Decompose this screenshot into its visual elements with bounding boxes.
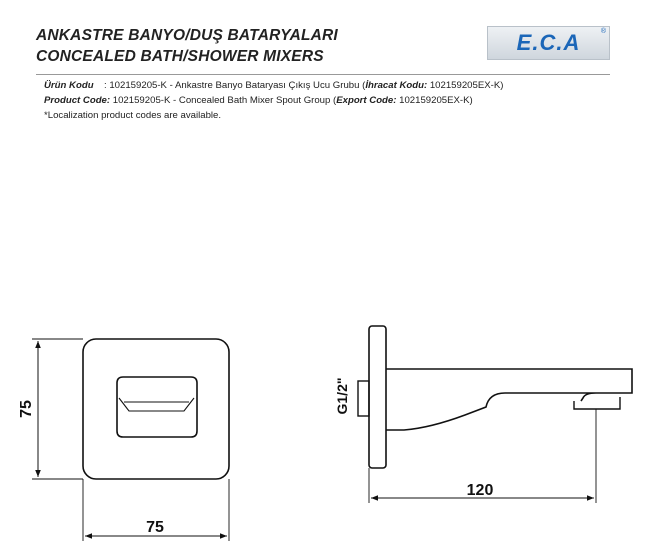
product-code-tr-label: Ürün Kodu bbox=[44, 80, 94, 91]
spout-length-label: 120 bbox=[466, 482, 494, 499]
front-width-label: 75 bbox=[146, 519, 164, 536]
spout-tip bbox=[574, 397, 620, 409]
wall-plate-side bbox=[369, 326, 386, 468]
side-view bbox=[358, 326, 632, 503]
threaded-connector bbox=[358, 381, 369, 416]
export-code-tr-value: 102159205EX-K) bbox=[427, 80, 504, 91]
front-height-label: 75 bbox=[18, 400, 35, 418]
logo-registered-mark: ® bbox=[600, 28, 606, 35]
title-turkish: ANKASTRE BANYO/DUŞ BATARYALARI bbox=[36, 27, 338, 44]
product-code-en-text: 102159205-K - Concealed Bath Mixer Spout Group ( bbox=[110, 95, 337, 106]
spout-face-inner bbox=[119, 398, 194, 411]
front-view bbox=[32, 339, 229, 541]
logo-text: E.C.A bbox=[516, 30, 581, 55]
spout-face-outer bbox=[117, 377, 197, 437]
front-plate-outline bbox=[83, 339, 229, 479]
title-english: CONCEALED BATH/SHOWER MIXERS bbox=[36, 48, 324, 65]
product-code-en-label: Product Code: bbox=[44, 95, 111, 106]
export-code-en-value: 102159205EX-K) bbox=[396, 95, 473, 106]
product-code-tr-sep: : bbox=[104, 80, 110, 91]
thread-size-label: G1/2" bbox=[334, 377, 350, 415]
spout-body-side bbox=[386, 369, 632, 430]
export-code-en-label: Export Code: bbox=[336, 95, 397, 106]
localization-note: *Localization product codes are available. bbox=[44, 110, 222, 121]
product-code-tr-text: 102159205-K - Ankastre Banyo Bataryası Çıkış Ucu Grubu ( bbox=[109, 80, 366, 91]
export-code-tr-label: İhracat Kodu: bbox=[365, 80, 428, 91]
